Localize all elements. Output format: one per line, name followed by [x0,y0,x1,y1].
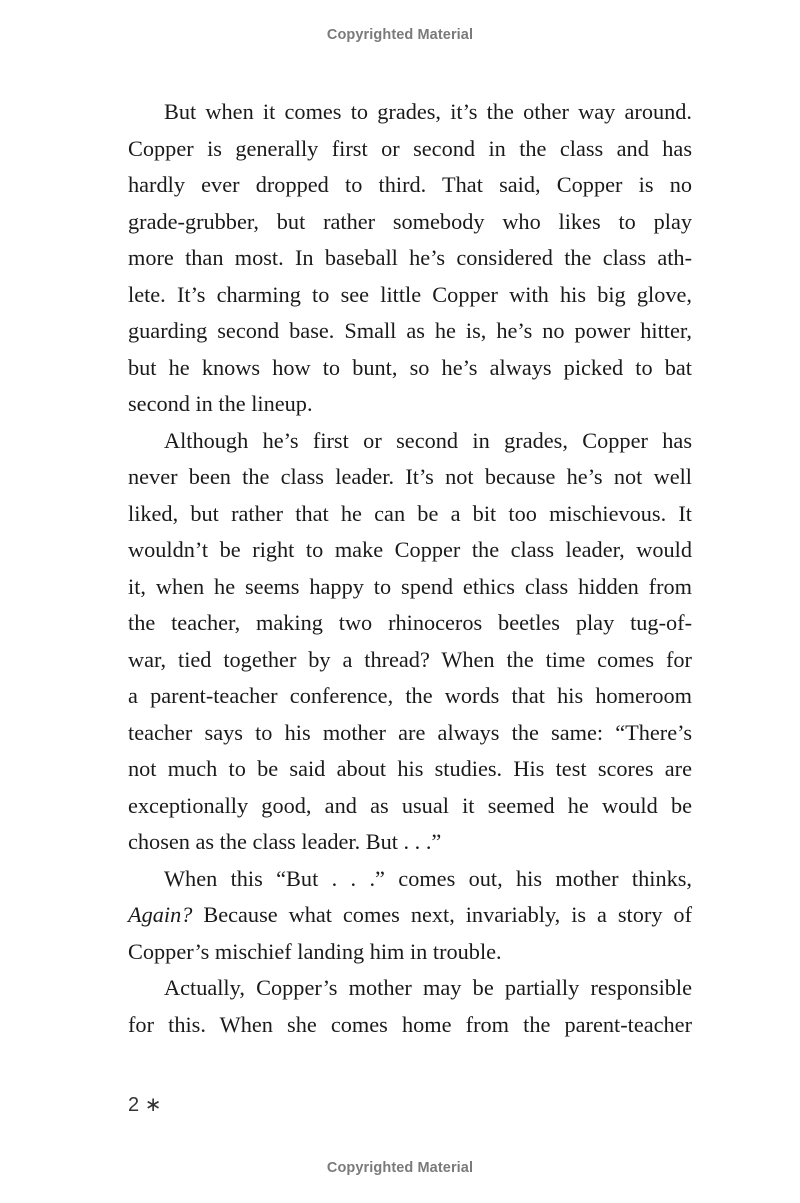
page-folio [128,1092,161,1117]
text-line: guarding second base. Small as he is, he’s no power hitter, [128,318,692,343]
text-line: for this. When she comes home from the parent-teacher [128,1011,692,1037]
text-line: teacher says to his mother are always the same: “There’s [128,719,692,745]
text-line: but he knows how to bunt, so he’s always picked to bat [128,354,692,380]
copyright-watermark-top: Copyrighted Material [326,27,474,43]
text-line: But when it comes to grades, it’s the other way around. [164,99,692,124]
text-line-rest: Because what comes next, invariably, is a story of [203,902,692,927]
book-page-body [128,94,692,1043]
text-line: exceptionally good, and as usual it seemed he would be [128,792,692,818]
paragraph [128,423,692,861]
text-line: it, when he seems happy to spend ethics class hidden from [128,573,692,599]
text-line: Actually, Copper’s mother may be partially responsible [164,975,692,1000]
text-line: Copper is generally first or second in the class and has [128,135,692,161]
paragraph [128,861,692,971]
text-line: never been the class leader. It’s not because he’s not well [128,464,692,489]
paragraph [128,94,692,423]
italic-emphasis: Again? [128,902,193,927]
text-line: wouldn’t be right to make Copper the class leader, would [128,537,692,562]
text-line: the teacher, making two rhinoceros beetles play tug-of- [128,610,692,635]
text-line: second in the lineup. [128,391,313,416]
text-line: war, tied together by a thread? When the time comes for [128,646,692,672]
text-line: lete. It’s charming to see little Copper with his big glove, [128,281,692,307]
text-line: liked, but rather that he can be a bit too mischievous. It [128,500,692,526]
text-line: chosen as the class leader. But . . .” [128,829,442,854]
copyright-watermark-bottom: Copyrighted Material [326,1160,474,1176]
text-line: grade-grubber, but rather somebody who likes to play [128,208,692,234]
paragraph [128,970,692,1043]
page-number: 2 [128,1094,140,1116]
text-line: a parent-teacher conference, the words that his homeroom [128,683,692,708]
text-line: hardly ever dropped to third. That said, Copper is no [128,172,692,197]
text-line: not much to be said about his studies. His test scores are [128,756,692,781]
text-line: When this “But . . .” comes out, his mother thinks, [164,865,692,891]
text-line [128,897,692,934]
text-line: Copper’s mischief landing him in trouble. [128,938,502,964]
asterisk-ornament-icon: ∗ [144,1094,162,1116]
text-line: Although he’s first or second in grades, Copper has [164,427,692,453]
text-line: more than most. In baseball he’s considered the class ath- [128,245,692,270]
